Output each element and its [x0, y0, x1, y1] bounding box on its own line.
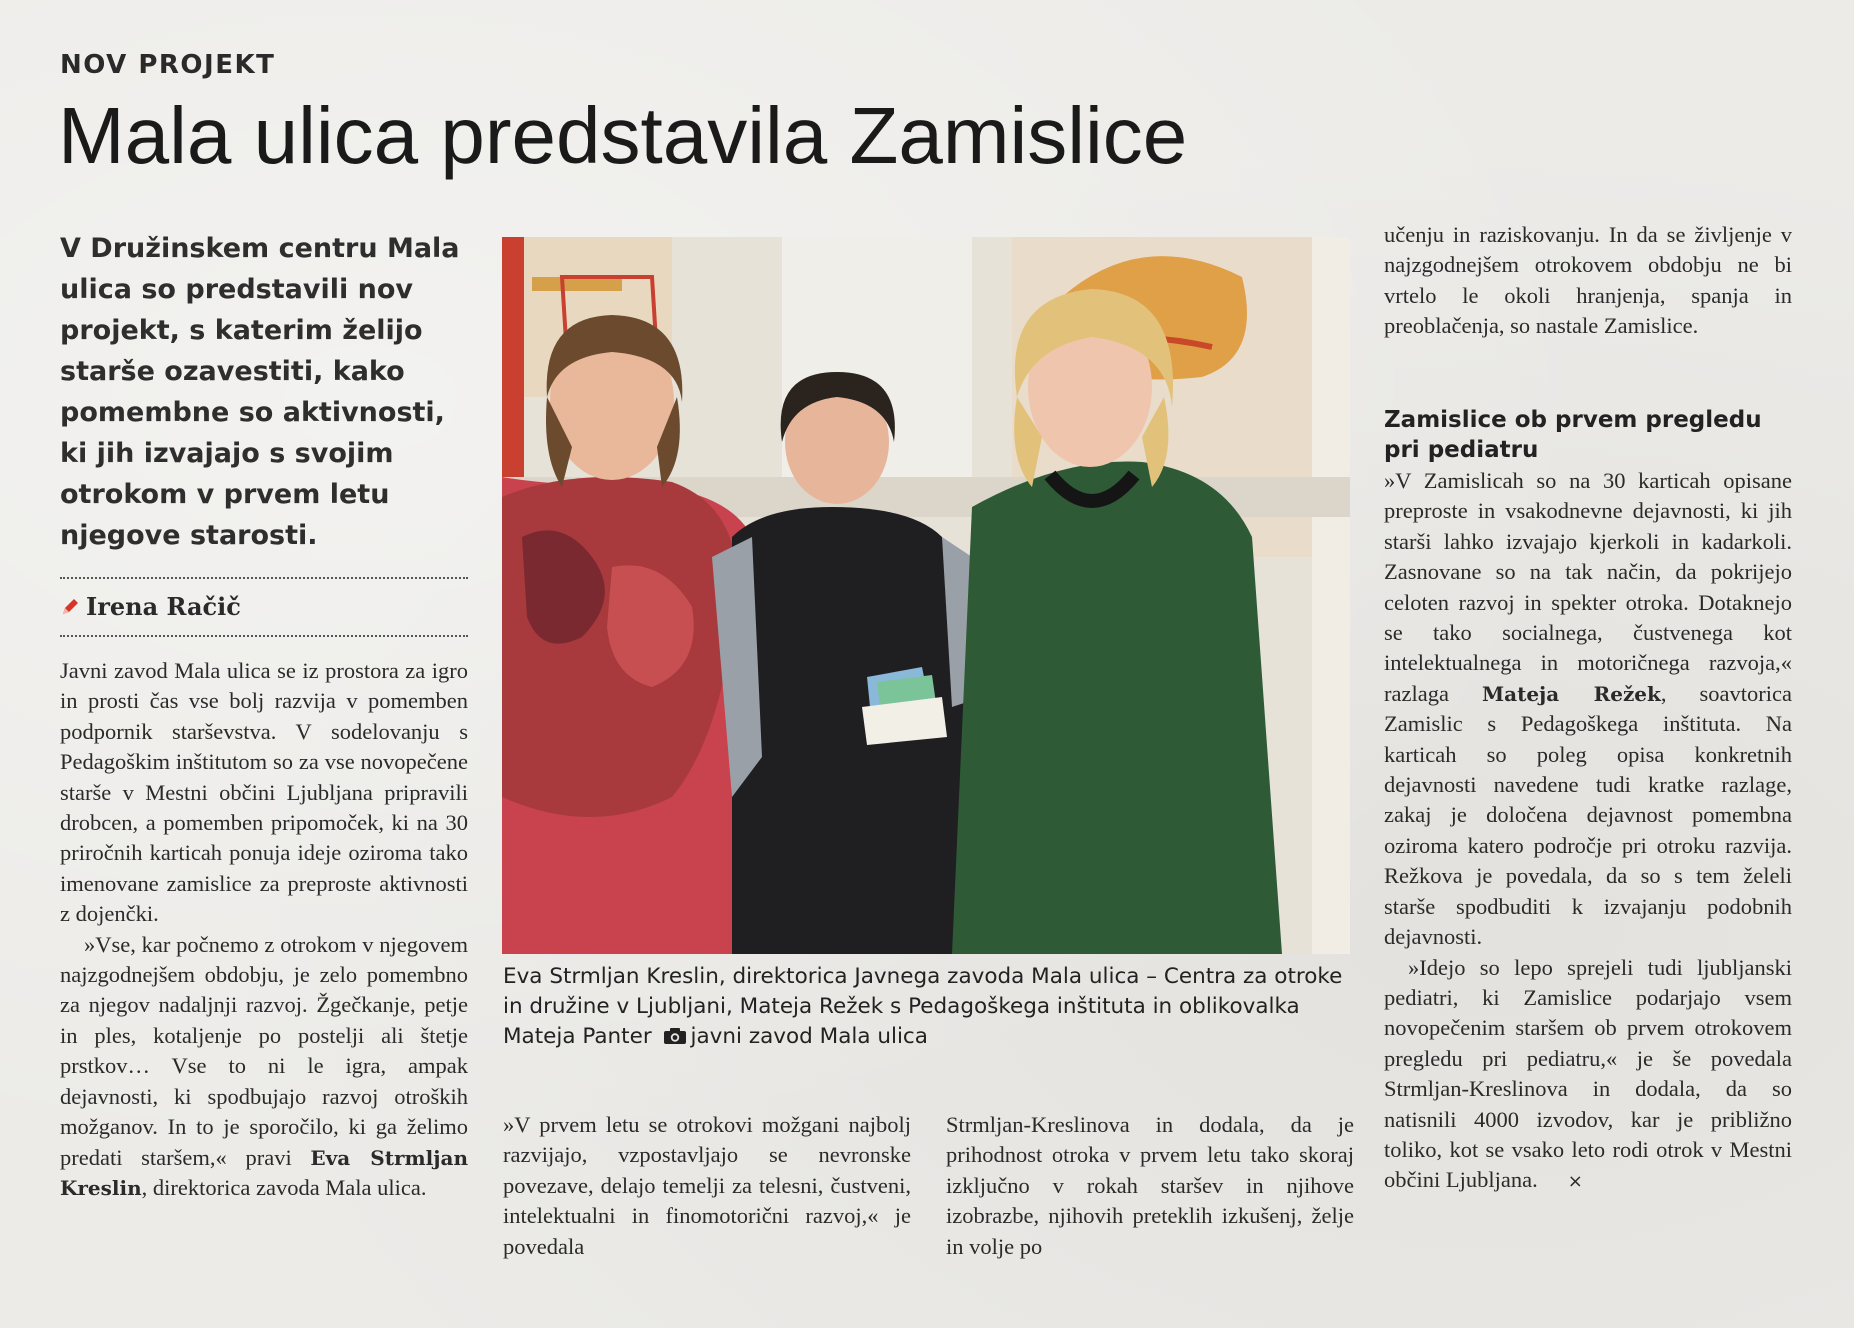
body-column-2: [503, 1110, 911, 1262]
byline-author: Irena Račič: [86, 592, 241, 621]
divider-bottom: [60, 635, 468, 637]
kicker: NOV PROJEKT: [60, 50, 276, 80]
body-paragraph: Strmljan-Kreslinova in dodala, da je prihodnost otroka v prvem letu tako skoraj izključno v rokah staršev in njihove izobrazbe, njihovih preteklih izkušenj, želje in volje po: [946, 1112, 1354, 1259]
body-paragraph: »V Zamislicah so na 30 karticah opisane preproste in vsakodnevne dejavnosti, ki jih starši lahko izvajajo kjerkoli in kadarkoli. Zasnovane so na tak način, da pokrijejo celoten razvoj in spekter otroka. Dotaknejo se tako socialnega, čustvenega kot intelektualnega in motoričnega razvoja,« razlaga Mateja Režek, soavtorica Zamislic s Pedagoškega inštituta. Na karticah so poleg opisa konkretnih dejavnosti navedene tudi kratke razlage, zakaj je določena dejavnost pomembna oziroma katero področje pri otroku razvija. Režkova je povedala, da so s tem želeli starše spodbuditi k izvajanju podobnih dejavnosti.: [1384, 468, 1792, 950]
person-name: Eva Strmljan Kreslin: [60, 1145, 468, 1200]
headline: Mala ulica predstavila Zamislice: [58, 91, 1188, 180]
body-column-1: [60, 656, 468, 1203]
body-column-4-continued: [1384, 466, 1792, 1198]
photo-caption: [503, 962, 1351, 1052]
person-name: Mateja Režek: [1481, 681, 1661, 706]
photo-three-women: [502, 237, 1350, 954]
body-paragraph: učenju in raziskovanju. In da se življenje v najzgodnejšem otrokovem obdobju ne bi vrtelo le okoli hranjenja, spanja in preoblačenja, so nastale Zamislice.: [1384, 222, 1792, 339]
lead-paragraph: V Družinskem centru Mala ulica so predstavili nov projekt, s katerim želijo starše ozavestiti, kako pomembne so aktivnosti, ki jih izvajajo s svojim otrokom v prvem letu njegove starosti.: [60, 233, 460, 551]
body-column-3: [946, 1110, 1354, 1262]
end-mark-icon: ×: [1567, 1171, 1583, 1193]
body-paragraph: »Idejo so lepo sprejeli tudi ljubljanski pediatri, ki Zamislice podarjajo vsem novopečenim staršem ob prvem otrokovem pregledu pri pediatru,« je še povedala Strmljan-Kreslinova in dodala, da so natisnili 4000 izvodov, kar je približno toliko, kot se vsako leto rodi otrok v Mestni občini Ljubljana. ×: [1384, 953, 1792, 1198]
body-paragraph: »Vse, kar počnemo z otrokom v njegovem najzgodnejšem obdobju, je zelo pomembno za njegov nadaljnji razvoj. Žgečkanje, petje in ples, kotaljenje po postelji ali štetje prstkov… Vse to ni le igra, ampak dejavnosti, ki spodbujajo razvoj otroških možganov. In to je sporočilo, ki ga želimo predati staršem,« pravi Eva Strmljan Kreslin, direktorica zavoda Mala ulica.: [60, 931, 468, 1200]
byline: [60, 592, 241, 621]
camera-icon: [663, 1027, 687, 1045]
subheading: Zamislice ob prvem pregledu pri pediatru: [1384, 407, 1762, 463]
caption-credit: javni zavod Mala ulica: [690, 1024, 928, 1049]
photo: [502, 237, 1350, 954]
body-paragraph: »V prvem letu se otrokovi možgani najbolj razvijajo, vzpostavljajo se nevronske povezave, delajo temelji za telesni, čustveni, intelektualni in finomotorični razvoj,« je povedala: [503, 1112, 911, 1259]
body-column-4: [1384, 220, 1792, 342]
divider-top: [60, 577, 468, 579]
body-paragraph: Javni zavod Mala ulica se iz prostora za igro in prosti čas vse bolj razvija v pomemben podpornik starševstva. V sodelovanju s Pedagoškim inštitutom so za vse novopečene starše v Mestni občini Ljubljana pripravili drobcen, a pomemben pripomoček, ki na 30 priročnih karticah ponuja ideje oziroma tako imenovane zamislice za preproste aktivnosti z dojenčki.: [60, 658, 468, 927]
caption-text: Eva Strmljan Kreslin, direktorica Javnega zavoda Mala ulica – Centra za otroke in družine v Ljubljani, Mateja Režek s Pedagoškega inštituta in oblikovalka Mateja Panter: [503, 964, 1343, 1049]
pen-icon: [60, 597, 80, 617]
